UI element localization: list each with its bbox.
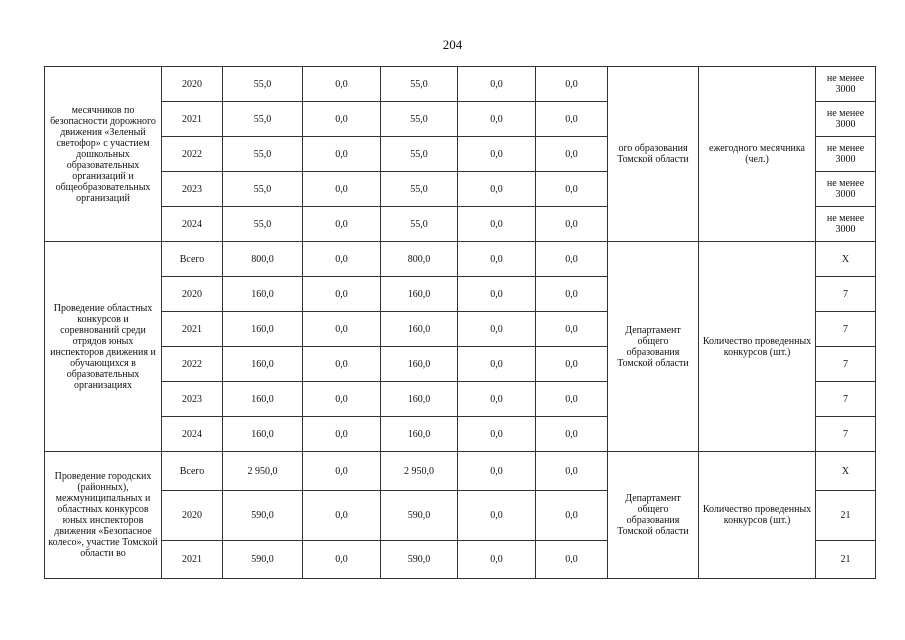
target-value-cell: Х: [816, 452, 876, 491]
federal-budget-cell: 0,0: [303, 137, 381, 172]
target-value-cell: 21: [816, 491, 876, 541]
federal-budget-cell: 0,0: [303, 102, 381, 137]
total-cell: 55,0: [223, 172, 303, 207]
year-cell: Всего: [162, 242, 223, 277]
page-number: 204: [442, 37, 463, 52]
table-row: [45, 242, 876, 277]
total-cell: 55,0: [223, 137, 303, 172]
indicator-cell: Количество проведенных конкурсов (шт.): [699, 452, 816, 579]
year-cell: 2023: [162, 382, 223, 417]
regional-budget-cell: 160,0: [381, 312, 458, 347]
target-value-cell: не менее 3000: [816, 172, 876, 207]
federal-budget-cell: 0,0: [303, 242, 381, 277]
indicator-cell: Количество проведенных конкурсов (шт.): [699, 242, 816, 452]
local-budget-cell: 0,0: [458, 67, 536, 102]
total-cell: 2 950,0: [223, 452, 303, 491]
total-cell: 800,0: [223, 242, 303, 277]
local-budget-cell: 0,0: [458, 452, 536, 491]
regional-budget-cell: 800,0: [381, 242, 458, 277]
extrabudget-cell: 0,0: [536, 417, 608, 452]
target-value-cell: не менее 3000: [816, 137, 876, 172]
federal-budget-cell: 0,0: [303, 172, 381, 207]
regional-budget-cell: 55,0: [381, 102, 458, 137]
local-budget-cell: 0,0: [458, 137, 536, 172]
target-value-cell: не менее 3000: [816, 67, 876, 102]
regional-budget-cell: 2 950,0: [381, 452, 458, 491]
target-value-cell: 7: [816, 347, 876, 382]
federal-budget-cell: 0,0: [303, 541, 381, 579]
year-cell: 2023: [162, 172, 223, 207]
local-budget-cell: 0,0: [458, 242, 536, 277]
year-cell: 2022: [162, 347, 223, 382]
total-cell: 160,0: [223, 312, 303, 347]
regional-budget-cell: 160,0: [381, 277, 458, 312]
target-value-cell: не менее 3000: [816, 207, 876, 242]
target-value-cell: 21: [816, 541, 876, 579]
year-cell: Всего: [162, 452, 223, 491]
target-value-cell: Х: [816, 242, 876, 277]
federal-budget-cell: 0,0: [303, 312, 381, 347]
target-value-cell: 7: [816, 382, 876, 417]
extrabudget-cell: 0,0: [536, 491, 608, 541]
program-budget-table: [44, 66, 876, 579]
event-name-cell: Проведение областных конкурсов и соревнований среди отрядов юных инспекторов движения и обучающихся в образовательных организациях: [45, 242, 162, 452]
federal-budget-cell: 0,0: [303, 417, 381, 452]
federal-budget-cell: 0,0: [303, 347, 381, 382]
extrabudget-cell: 0,0: [536, 382, 608, 417]
extrabudget-cell: 0,0: [536, 312, 608, 347]
total-cell: 160,0: [223, 347, 303, 382]
year-cell: 2022: [162, 137, 223, 172]
extrabudget-cell: 0,0: [536, 102, 608, 137]
year-cell: 2020: [162, 277, 223, 312]
target-value-cell: не менее 3000: [816, 102, 876, 137]
regional-budget-cell: 160,0: [381, 417, 458, 452]
regional-budget-cell: 160,0: [381, 347, 458, 382]
total-cell: 590,0: [223, 541, 303, 579]
local-budget-cell: 0,0: [458, 382, 536, 417]
regional-budget-cell: 590,0: [381, 491, 458, 541]
local-budget-cell: 0,0: [458, 312, 536, 347]
total-cell: 590,0: [223, 491, 303, 541]
table-row: [45, 67, 876, 102]
local-budget-cell: 0,0: [458, 491, 536, 541]
indicator-cell: ежегодного месячника (чел.): [699, 67, 816, 242]
year-cell: 2024: [162, 417, 223, 452]
regional-budget-cell: 160,0: [381, 382, 458, 417]
federal-budget-cell: 0,0: [303, 452, 381, 491]
regional-budget-cell: 55,0: [381, 207, 458, 242]
executor-cell: Департамент общего образования Томской области: [608, 242, 699, 452]
local-budget-cell: 0,0: [458, 207, 536, 242]
year-cell: 2021: [162, 541, 223, 579]
regional-budget-cell: 590,0: [381, 541, 458, 579]
local-budget-cell: 0,0: [458, 417, 536, 452]
extrabudget-cell: 0,0: [536, 137, 608, 172]
total-cell: 160,0: [223, 417, 303, 452]
federal-budget-cell: 0,0: [303, 277, 381, 312]
year-cell: 2020: [162, 67, 223, 102]
executor-cell: ого образования Томской области: [608, 67, 699, 242]
extrabudget-cell: 0,0: [536, 347, 608, 382]
year-cell: 2020: [162, 491, 223, 541]
local-budget-cell: 0,0: [458, 347, 536, 382]
extrabudget-cell: 0,0: [536, 242, 608, 277]
executor-cell: Департамент общего образования Томской области: [608, 452, 699, 579]
federal-budget-cell: 0,0: [303, 67, 381, 102]
year-cell: 2024: [162, 207, 223, 242]
table-row: [45, 452, 876, 491]
federal-budget-cell: 0,0: [303, 491, 381, 541]
local-budget-cell: 0,0: [458, 102, 536, 137]
event-name-cell: Проведение городских (районных), межмуниципальных и областных конкурсов юных инспекторов движения «Безопасное колесо», участие Томской области во: [45, 452, 162, 579]
federal-budget-cell: 0,0: [303, 207, 381, 242]
target-value-cell: 7: [816, 312, 876, 347]
target-value-cell: 7: [816, 277, 876, 312]
event-name-cell: месячников по безопасности дорожного движения «Зеленый светофор» с участием дошкольных образовательных организаций и общеобразовательных организаций: [45, 67, 162, 242]
total-cell: 55,0: [223, 102, 303, 137]
federal-budget-cell: 0,0: [303, 382, 381, 417]
year-cell: 2021: [162, 102, 223, 137]
total-cell: 160,0: [223, 277, 303, 312]
extrabudget-cell: 0,0: [536, 67, 608, 102]
extrabudget-cell: 0,0: [536, 207, 608, 242]
local-budget-cell: 0,0: [458, 277, 536, 312]
local-budget-cell: 0,0: [458, 172, 536, 207]
total-cell: 160,0: [223, 382, 303, 417]
extrabudget-cell: 0,0: [536, 541, 608, 579]
target-value-cell: 7: [816, 417, 876, 452]
regional-budget-cell: 55,0: [381, 172, 458, 207]
regional-budget-cell: 55,0: [381, 137, 458, 172]
extrabudget-cell: 0,0: [536, 452, 608, 491]
total-cell: 55,0: [223, 207, 303, 242]
extrabudget-cell: 0,0: [536, 172, 608, 207]
total-cell: 55,0: [223, 67, 303, 102]
regional-budget-cell: 55,0: [381, 67, 458, 102]
local-budget-cell: 0,0: [458, 541, 536, 579]
year-cell: 2021: [162, 312, 223, 347]
extrabudget-cell: 0,0: [536, 277, 608, 312]
